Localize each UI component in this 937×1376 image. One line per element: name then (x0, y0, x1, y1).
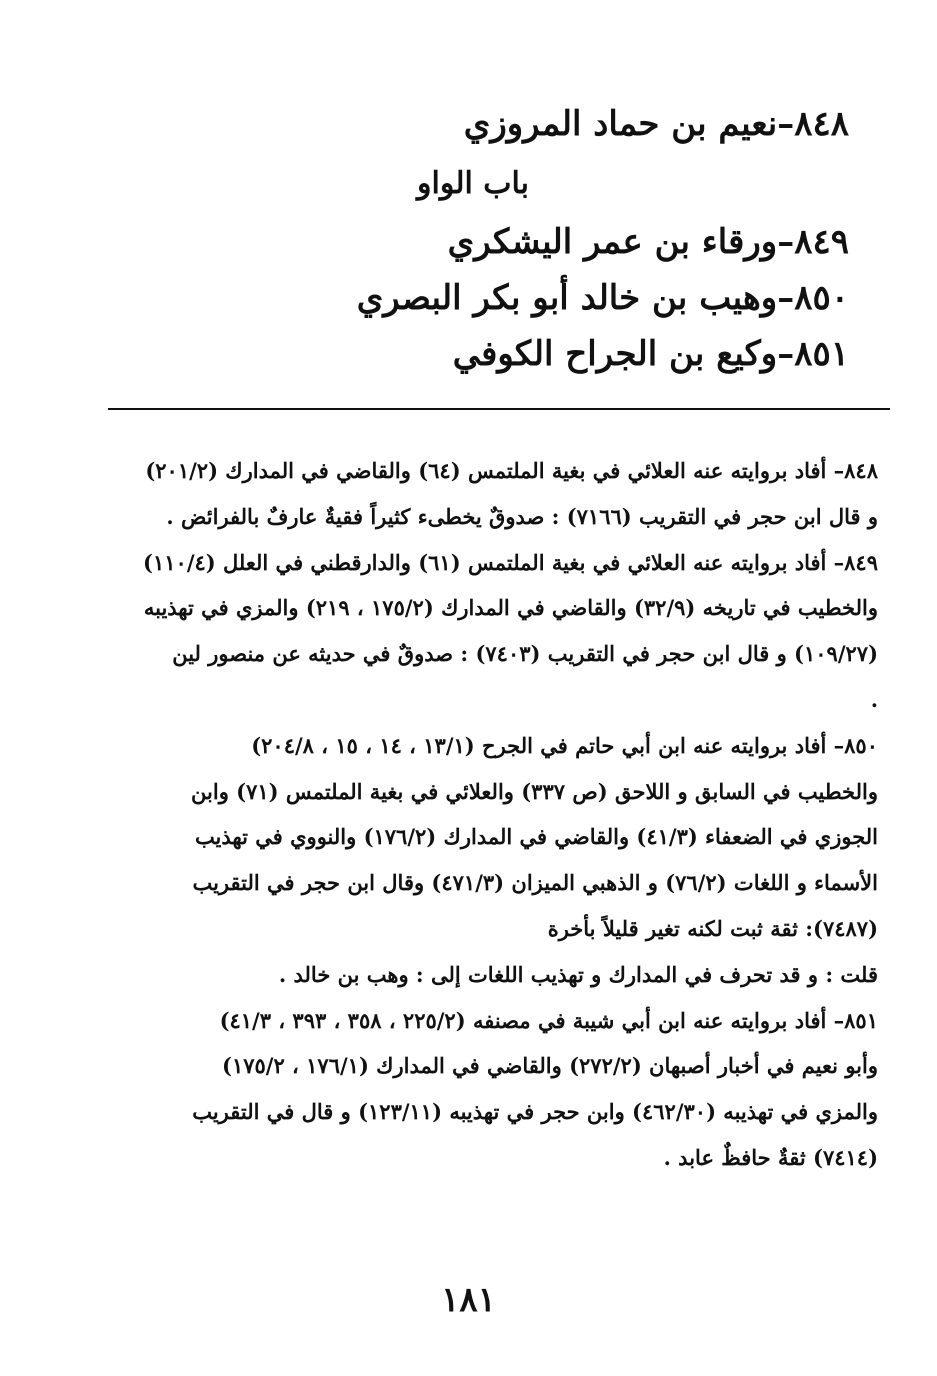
footnote-line: الأسماء و اللغات (٧٦/٢) و الذهبي الميزان (٤٧١/٣) وقال ابن حجر في التقريب (192, 870, 878, 896)
section-heading-bab-al-waw: باب الواو (417, 166, 529, 201)
footnote-line: . (870, 686, 878, 712)
entry-850-title: ٨٥٠–وهيب بن خالد أبو بكر البصري (356, 278, 849, 318)
footnote-line: ٨٥١– أفاد بروايته عنه ابن أبي شيبة في مصنفه (٢٢٥/٢ ، ٣٥٨ ، ٣٩٣ ، ٤١/٣) (219, 1007, 878, 1033)
entry-848-title: ٨٤٨–نعيم بن حماد المروزي (463, 104, 849, 144)
footnote-line: وأبو نعيم في أخبار أصبهان (٢٧٢/٢) والقاضي في المدارك (١٧٦/١ ، ١٧٥/٢) (222, 1053, 878, 1079)
page-number: ١٨١ (441, 1280, 496, 1320)
footnote-line: (١٠٩/٢٧) و قال ابن حجر في التقريب (٧٤٠٣) : صدوقٌ في حديثه عن منصور لين (172, 641, 878, 667)
entry-849-title: ٨٤٩–ورقاء بن عمر اليشكري (447, 222, 849, 262)
footnote-line: و قال ابن حجر في التقريب (٧١٦٦) : صدوقٌ يخطىء كثيراً فقيةٌ عارفٌ بالفرائض . (166, 503, 878, 529)
footnote-line: ٨٤٨– أفاد بروايته عنه العلائي في بغية الملتمس (٦٤) والقاضي في المدارك (٢٠١/٢) (145, 458, 878, 483)
footnote-line: ٨٥٠– أفاد بروايته عنه ابن أبي حاتم في الجرح (١٣/١ ، ١٤ ، ١٥ ، ٢٠٤/٨) (251, 732, 878, 758)
footnote-line: قلت : و قد تحرف في المدارك و تهذيب اللغات إلى : وهب بن خالد . (278, 961, 878, 987)
footnote-line: والخطيب في السابق و اللاحق (ص ٣٣٧) والعلائي في بغية الملتمس (٧١) وابن (191, 778, 878, 804)
entry-851-title: ٨٥١–وكيع بن الجراح الكوفي (452, 334, 849, 374)
footnote-line: (٧٤٨٧): ثقة ثبت لكنه تغير قليلاً بأخرة (547, 915, 878, 941)
footnote-line: الجوزي في الضعفاء (٤١/٣) والقاضي في المدارك (١٧٦/٢) والنووي في تهذيب (194, 824, 878, 850)
footnotes-block (108, 448, 878, 1181)
footnote-divider (108, 408, 890, 410)
footnote-line: والخطيب في تاريخه (٣٢/٩) والقاضي في المدارك (١٧٥/٢ ، ٢١٩) والمزي في تهذيبه (143, 595, 878, 621)
footnote-line: والمزي في تهذيبه (٤٦٢/٣٠) وابن حجر في تهذيبه (١٢٣/١١) و قال في التقريب (192, 1099, 878, 1125)
footnote-line: ٨٤٩– أفاد بروايته عنه العلائي في بغية الملتمس (٦١) والدارقطني في العلل (١١٠/٤) (143, 549, 878, 575)
footnote-line: (٧٤١٤) ثقةٌ حافظٌ عابد . (663, 1144, 878, 1170)
